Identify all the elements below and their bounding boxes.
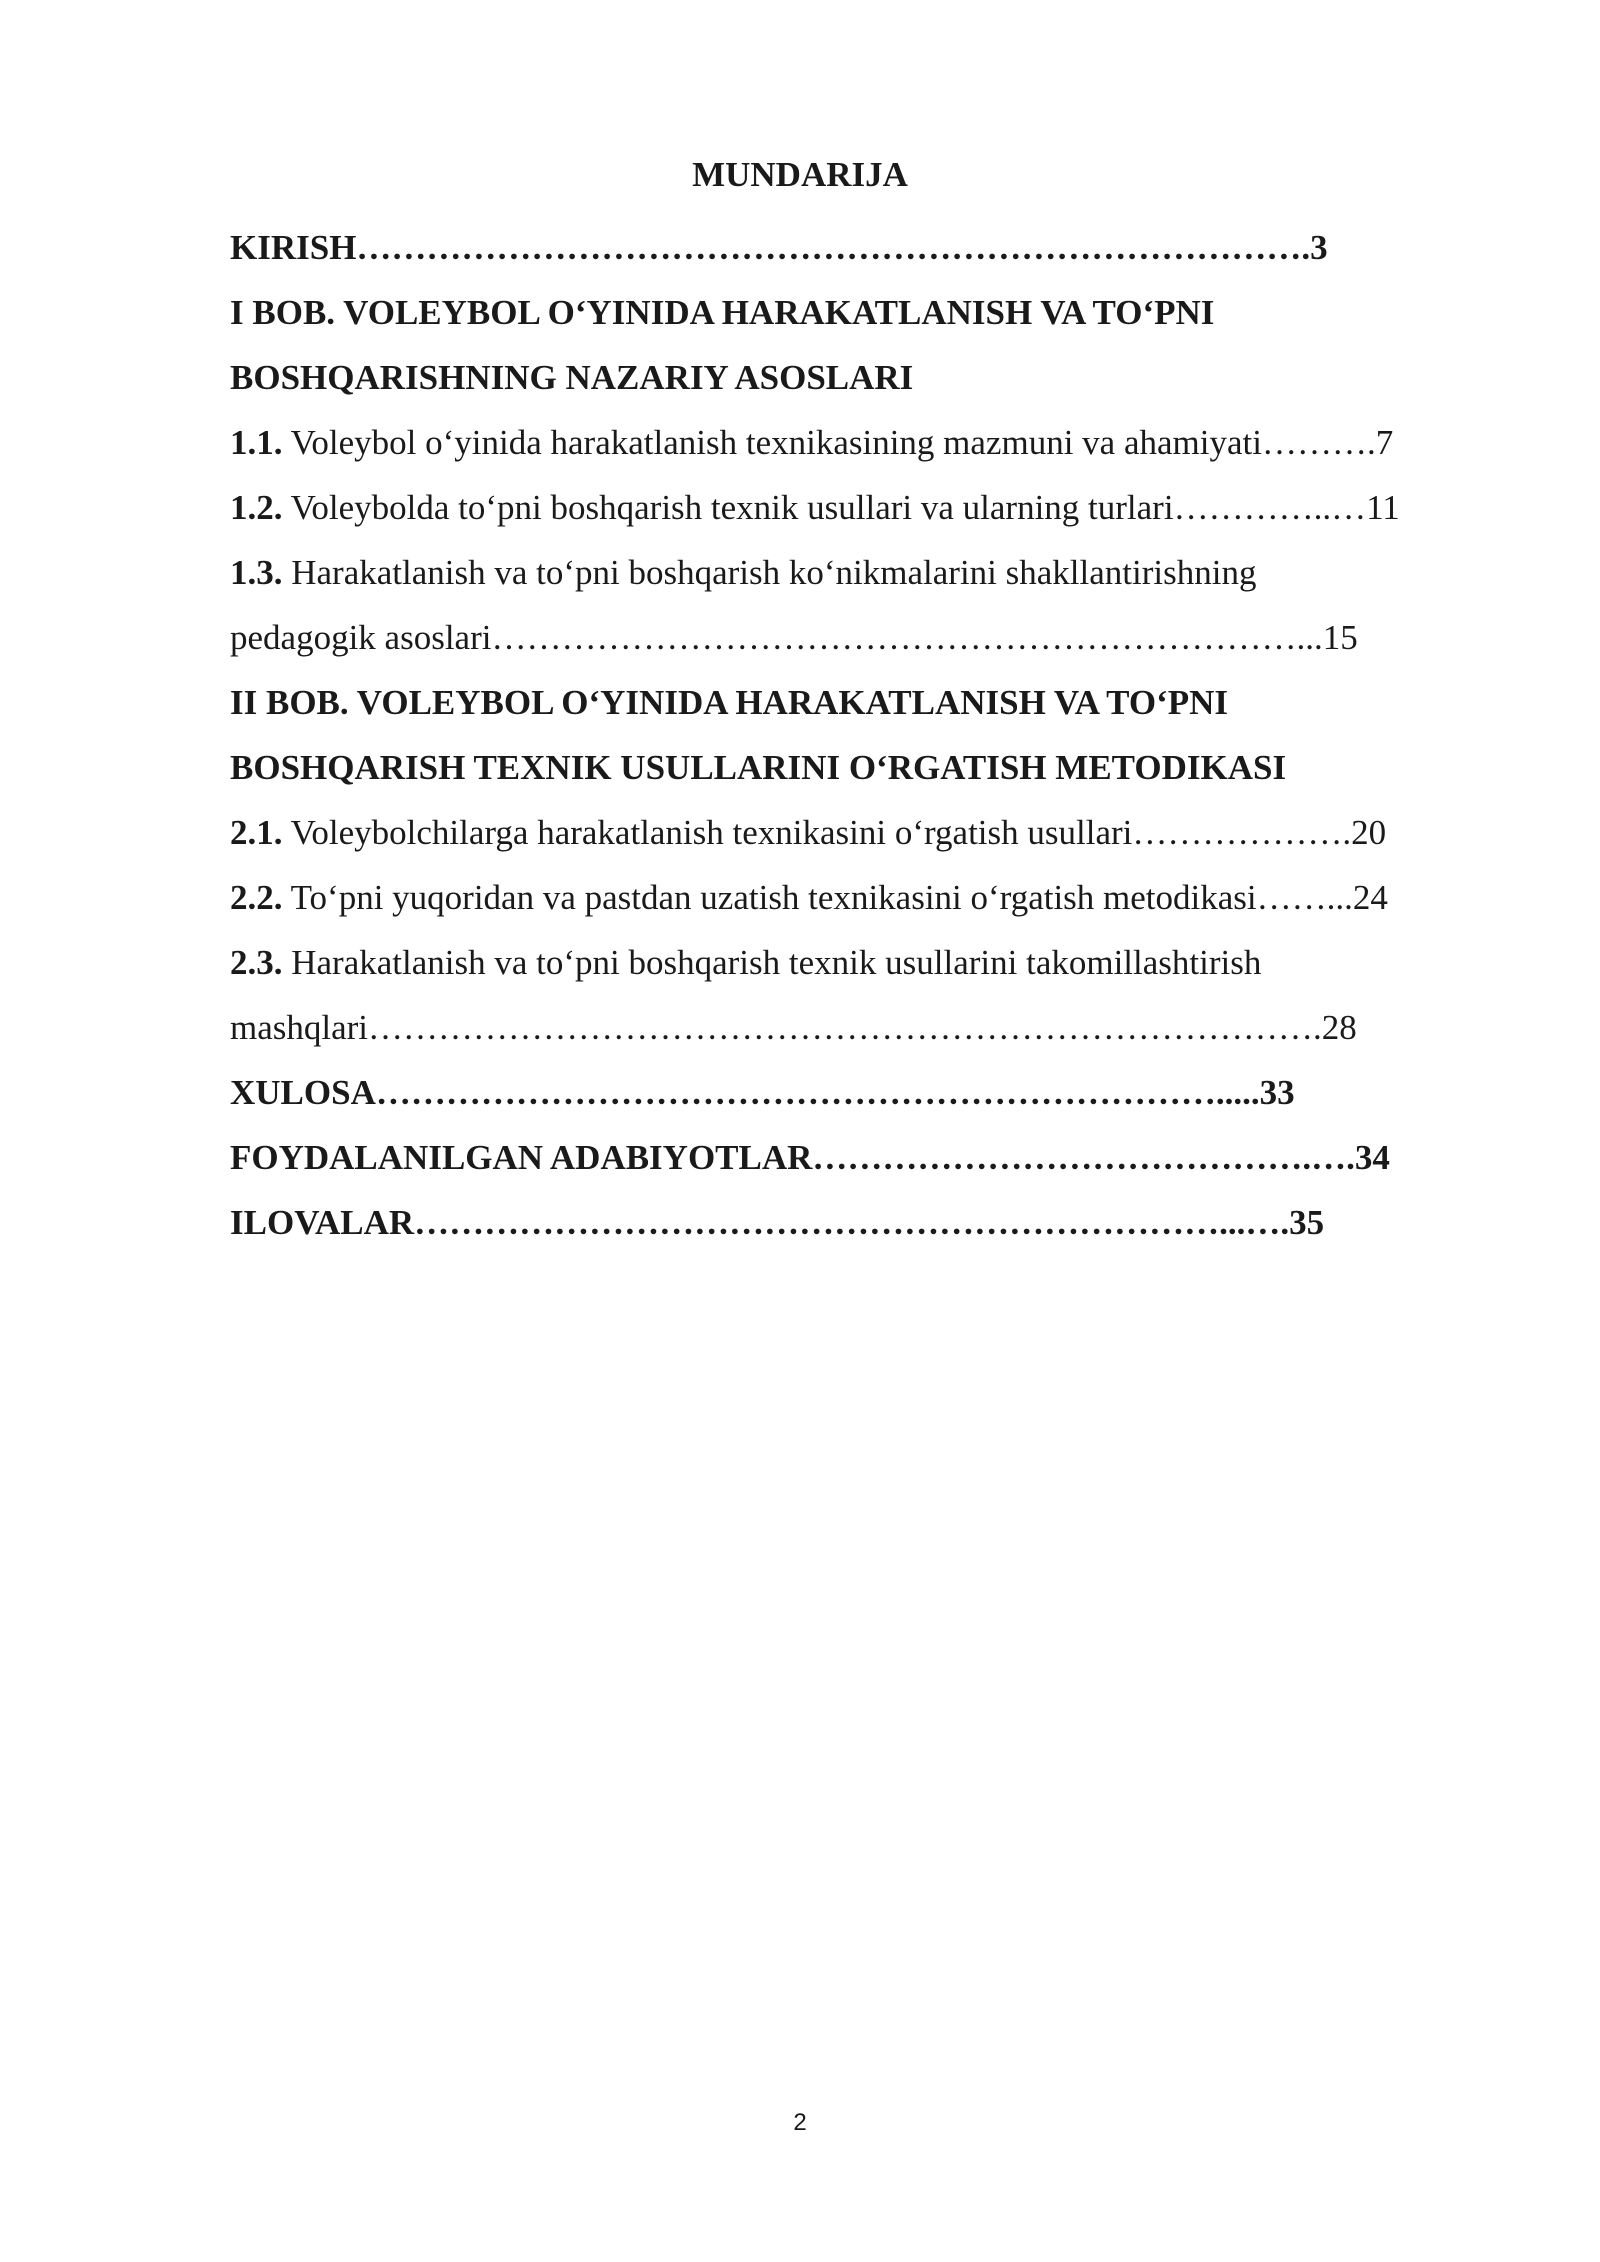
toc-chapter-2-title: II BOB. VOLEYBOL O‘YINIDA HARAKATLANISH VA TO‘PNI <box>230 683 1229 722</box>
toc-heading: MUNDARIJA <box>692 155 908 194</box>
toc-chapter-1-title: I BOB. VOLEYBOL O‘YINIDA HARAKATLANISH VA TO‘PNI <box>230 293 1215 332</box>
toc-entry-1-3-cont: pedagogik asoslari……………………………………………………………...15 <box>230 618 1358 657</box>
toc-entry-1-1 <box>230 410 1492 475</box>
toc-entry-number: 1.2. <box>230 488 283 527</box>
page-number: 2 <box>793 2109 807 2136</box>
toc-entry-text: To‘pni yuqoridan va pastdan uzatish texnikasini o‘rgatish metodikasi……...24 <box>282 878 1388 917</box>
toc-entry-adabiyotlar: FOYDALANILGAN ADABIYOTLAR…………………………………….….34 <box>230 1138 1390 1177</box>
toc-entry-2-1 <box>230 800 1492 865</box>
toc-entry-xulosa: XULOSA……………………………………………………………….....33 <box>230 1073 1295 1112</box>
toc-chapter-1-title-cont: BOSHQARISHNING NAZARIY ASOSLARI <box>230 358 914 397</box>
toc-entry-2-2 <box>230 865 1492 930</box>
toc-entry-text: Harakatlanish va to‘pni boshqarish ko‘nikmalarini shakllantirishning <box>282 553 1257 592</box>
toc-entry-number: 1.1. <box>230 423 283 462</box>
toc-entry-kirish: KIRISH……………………………………………………………………….3 <box>230 228 1328 267</box>
toc-entry-number: 2.3. <box>230 943 283 982</box>
table-of-contents <box>230 215 1492 1255</box>
toc-entry-text: Voleybolda to‘pni boshqarish texnik usullari va ularning turlari…………..…11 <box>282 488 1400 527</box>
toc-chapter-2-title-cont: BOSHQARISH TEXNIK USULLARINI O‘RGATISH METODIKASI <box>230 748 1287 787</box>
toc-entry-2-3 <box>230 930 1492 995</box>
toc-entry-number: 2.1. <box>230 813 283 852</box>
toc-entry-ilovalar: ILOVALAR……………………………………………………………...….35 <box>230 1203 1325 1242</box>
toc-entry-number: 1.3. <box>230 553 283 592</box>
toc-entry-1-2 <box>230 475 1492 540</box>
toc-entry-text: Harakatlanish va to‘pni boshqarish texnik usullarini takomillashtirish <box>282 943 1262 982</box>
toc-entry-1-3 <box>230 540 1492 605</box>
toc-entry-text: Voleybol o‘yinida harakatlanish texnikasining mazmuni va ahamiyati……….7 <box>282 423 1394 462</box>
toc-entry-number: 2.2. <box>230 878 283 917</box>
toc-entry-text: Voleybolchilarga harakatlanish texnikasini o‘rgatish usullari……………….20 <box>282 813 1387 852</box>
toc-entry-2-3-cont: mashqlari……………………………………………………………………….28 <box>230 1008 1357 1047</box>
